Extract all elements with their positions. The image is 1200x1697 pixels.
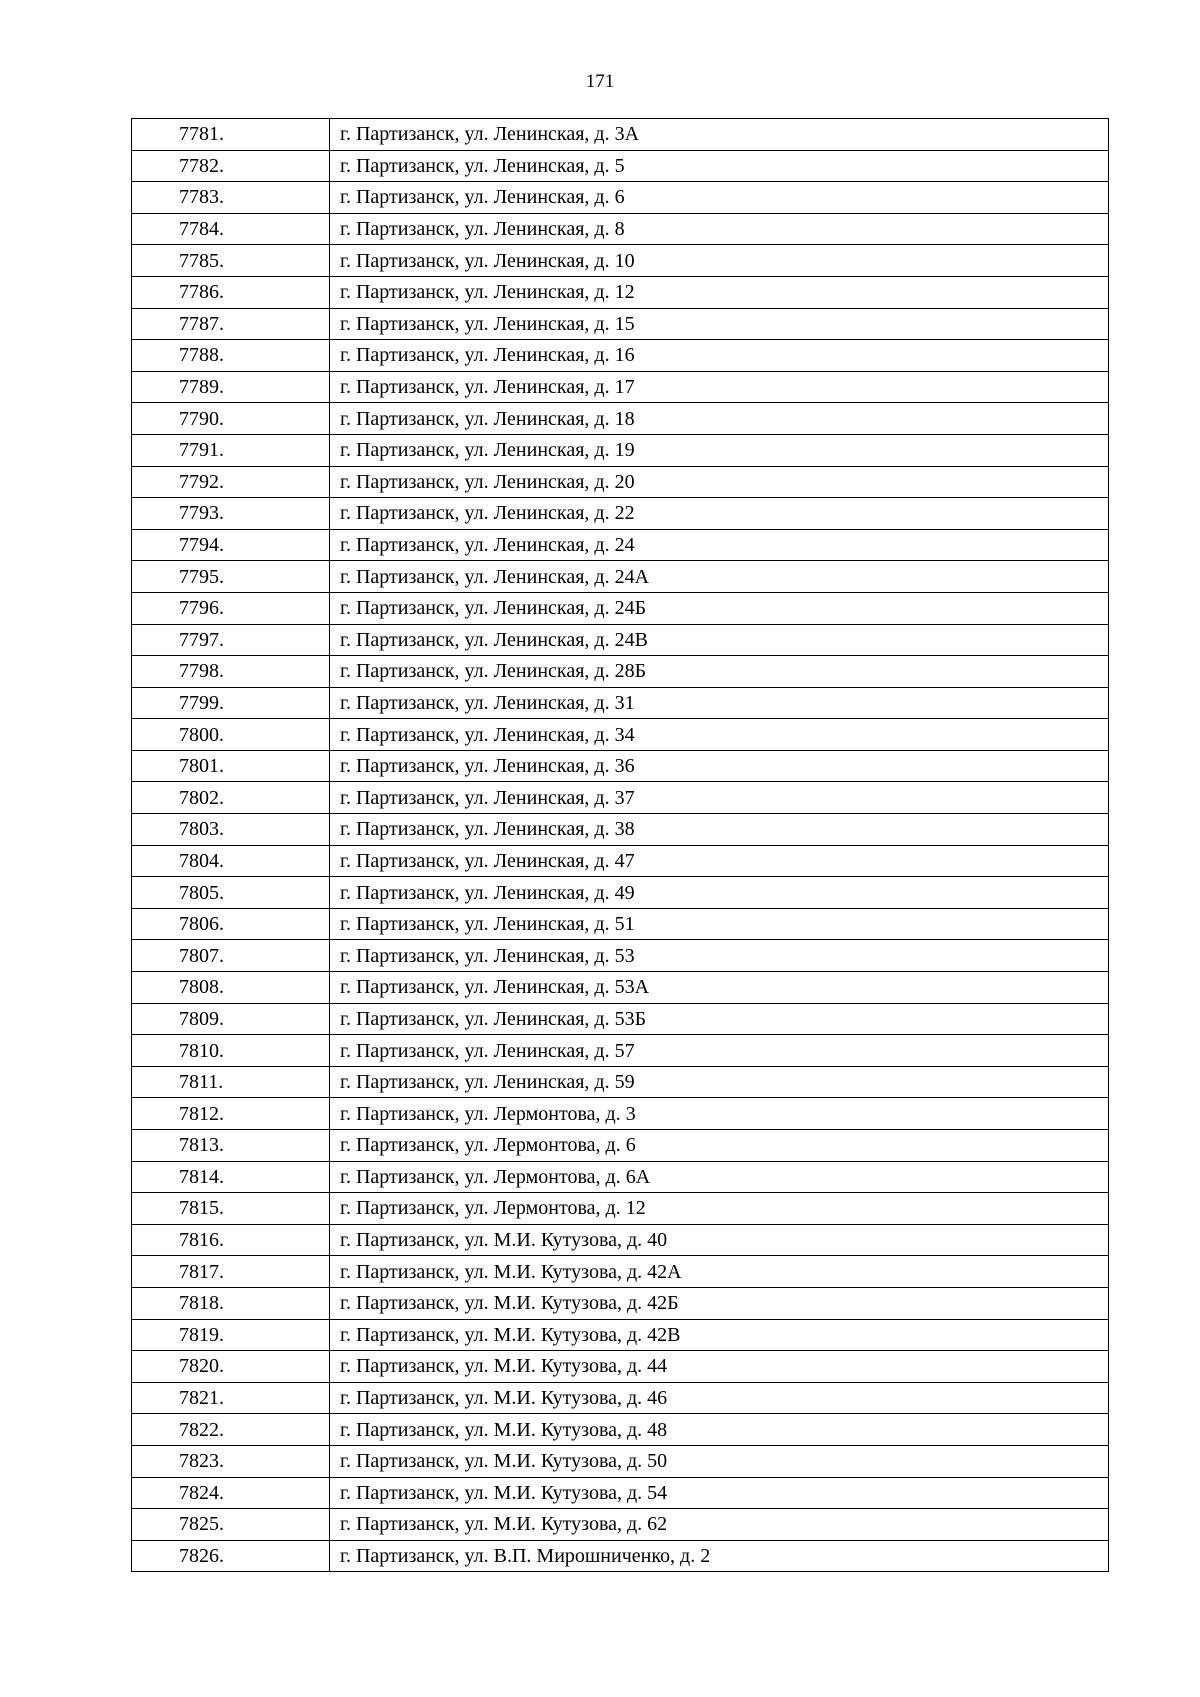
table-row: [132, 814, 1109, 846]
row-number-cell: 7812.: [132, 1098, 330, 1130]
row-number-cell: 7823.: [132, 1445, 330, 1477]
address-cell: г. Партизанск, ул. Ленинская, д. 34: [330, 719, 1109, 751]
address-cell: г. Партизанск, ул. Ленинская, д. 49: [330, 877, 1109, 909]
table-row: [132, 1035, 1109, 1067]
address-cell: г. Партизанск, ул. Ленинская, д. 5: [330, 150, 1109, 182]
table-row: [132, 1540, 1109, 1572]
address-cell: г. Партизанск, ул. Ленинская, д. 18: [330, 403, 1109, 435]
table-row: [132, 245, 1109, 277]
row-number-cell: 7800.: [132, 719, 330, 751]
row-number-cell: 7803.: [132, 814, 330, 846]
row-number-cell: 7807.: [132, 940, 330, 972]
table-row: [132, 498, 1109, 530]
address-cell: г. Партизанск, ул. Ленинская, д. 47: [330, 845, 1109, 877]
table-row: [132, 1351, 1109, 1383]
table-row: [132, 624, 1109, 656]
address-cell: г. Партизанск, ул. М.И. Кутузова, д. 62: [330, 1509, 1109, 1541]
table-row: [132, 1161, 1109, 1193]
row-number-cell: 7798.: [132, 656, 330, 688]
table-row: [132, 1319, 1109, 1351]
row-number-cell: 7818.: [132, 1287, 330, 1319]
address-cell: г. Партизанск, ул. Ленинская, д. 16: [330, 340, 1109, 372]
table-row: [132, 276, 1109, 308]
address-cell: г. Партизанск, ул. Ленинская, д. 57: [330, 1035, 1109, 1067]
table-row: [132, 1003, 1109, 1035]
row-number-cell: 7809.: [132, 1003, 330, 1035]
address-cell: г. Партизанск, ул. М.И. Кутузова, д. 42А: [330, 1256, 1109, 1288]
address-cell: г. Партизанск, ул. Лермонтова, д. 6А: [330, 1161, 1109, 1193]
row-number-cell: 7815.: [132, 1193, 330, 1225]
address-cell: г. Партизанск, ул. М.И. Кутузова, д. 40: [330, 1224, 1109, 1256]
row-number-cell: 7785.: [132, 245, 330, 277]
address-table-body: [132, 119, 1109, 1572]
address-cell: г. Партизанск, ул. Ленинская, д. 53А: [330, 972, 1109, 1004]
address-cell: г. Партизанск, ул. Ленинская, д. 24А: [330, 561, 1109, 593]
address-cell: г. Партизанск, ул. М.И. Кутузова, д. 54: [330, 1477, 1109, 1509]
address-cell: г. Партизанск, ул. Ленинская, д. 20: [330, 466, 1109, 498]
table-row: [132, 529, 1109, 561]
row-number-cell: 7790.: [132, 403, 330, 435]
address-cell: г. Партизанск, ул. Ленинская, д. 12: [330, 276, 1109, 308]
address-cell: г. Партизанск, ул. М.И. Кутузова, д. 44: [330, 1351, 1109, 1383]
row-number-cell: 7826.: [132, 1540, 330, 1572]
row-number-cell: 7791.: [132, 434, 330, 466]
row-number-cell: 7793.: [132, 498, 330, 530]
table-row: [132, 1445, 1109, 1477]
address-cell: г. Партизанск, ул. Лермонтова, д. 6: [330, 1130, 1109, 1162]
table-row: [132, 182, 1109, 214]
table-row: [132, 972, 1109, 1004]
table-row: [132, 687, 1109, 719]
table-row: [132, 403, 1109, 435]
row-number-cell: 7817.: [132, 1256, 330, 1288]
address-cell: г. Партизанск, ул. В.П. Мирошниченко, д. 2: [330, 1540, 1109, 1572]
row-number-cell: 7805.: [132, 877, 330, 909]
row-number-cell: 7814.: [132, 1161, 330, 1193]
row-number-cell: 7795.: [132, 561, 330, 593]
address-cell: г. Партизанск, ул. М.И. Кутузова, д. 48: [330, 1414, 1109, 1446]
address-cell: г. Партизанск, ул. Ленинская, д. 53: [330, 940, 1109, 972]
table-row: [132, 119, 1109, 151]
row-number-cell: 7822.: [132, 1414, 330, 1446]
row-number-cell: 7819.: [132, 1319, 330, 1351]
table-row: [132, 656, 1109, 688]
address-cell: г. Партизанск, ул. М.И. Кутузова, д. 46: [330, 1382, 1109, 1414]
address-cell: г. Партизанск, ул. Ленинская, д. 28Б: [330, 656, 1109, 688]
table-row: [132, 371, 1109, 403]
table-row: [132, 434, 1109, 466]
row-number-cell: 7816.: [132, 1224, 330, 1256]
address-cell: г. Партизанск, ул. М.И. Кутузова, д. 42Б: [330, 1287, 1109, 1319]
row-number-cell: 7799.: [132, 687, 330, 719]
page-number: 171: [585, 71, 615, 92]
table-row: [132, 150, 1109, 182]
row-number-cell: 7813.: [132, 1130, 330, 1162]
row-number-cell: 7801.: [132, 750, 330, 782]
table-row: [132, 845, 1109, 877]
table-row: [132, 1098, 1109, 1130]
row-number-cell: 7811.: [132, 1066, 330, 1098]
row-number-cell: 7782.: [132, 150, 330, 182]
row-number-cell: 7810.: [132, 1035, 330, 1067]
row-number-cell: 7792.: [132, 466, 330, 498]
table-row: [132, 719, 1109, 751]
address-cell: г. Партизанск, ул. Ленинская, д. 17: [330, 371, 1109, 403]
row-number-cell: 7787.: [132, 308, 330, 340]
address-cell: г. Партизанск, ул. Ленинская, д. 51: [330, 908, 1109, 940]
row-number-cell: 7788.: [132, 340, 330, 372]
table-row: [132, 1287, 1109, 1319]
table-row: [132, 340, 1109, 372]
address-cell: г. Партизанск, ул. Ленинская, д. 24: [330, 529, 1109, 561]
address-cell: г. Партизанск, ул. Ленинская, д. 10: [330, 245, 1109, 277]
table-row: [132, 750, 1109, 782]
table-row: [132, 1477, 1109, 1509]
row-number-cell: 7824.: [132, 1477, 330, 1509]
address-cell: г. Партизанск, ул. Ленинская, д. 24В: [330, 624, 1109, 656]
table-row: [132, 1066, 1109, 1098]
address-cell: г. Партизанск, ул. Ленинская, д. 22: [330, 498, 1109, 530]
table-row: [132, 877, 1109, 909]
address-cell: г. Партизанск, ул. Ленинская, д. 24Б: [330, 592, 1109, 624]
table-row: [132, 1509, 1109, 1541]
row-number-cell: 7820.: [132, 1351, 330, 1383]
address-cell: г. Партизанск, ул. Ленинская, д. 37: [330, 782, 1109, 814]
row-number-cell: 7781.: [132, 119, 330, 151]
address-cell: г. Партизанск, ул. Ленинская, д. 8: [330, 213, 1109, 245]
row-number-cell: 7808.: [132, 972, 330, 1004]
address-cell: г. Партизанск, ул. М.И. Кутузова, д. 50: [330, 1445, 1109, 1477]
address-cell: г. Партизанск, ул. Ленинская, д. 53Б: [330, 1003, 1109, 1035]
address-cell: г. Партизанск, ул. Лермонтова, д. 12: [330, 1193, 1109, 1225]
row-number-cell: 7825.: [132, 1509, 330, 1541]
table-row: [132, 561, 1109, 593]
address-cell: г. Партизанск, ул. Лермонтова, д. 3: [330, 1098, 1109, 1130]
table-row: [132, 1414, 1109, 1446]
table-row: [132, 908, 1109, 940]
table-row: [132, 940, 1109, 972]
row-number-cell: 7789.: [132, 371, 330, 403]
address-cell: г. Партизанск, ул. Ленинская, д. 6: [330, 182, 1109, 214]
table-row: [132, 1193, 1109, 1225]
address-cell: г. Партизанск, ул. Ленинская, д. 31: [330, 687, 1109, 719]
table-row: [132, 1382, 1109, 1414]
address-cell: г. Партизанск, ул. Ленинская, д. 36: [330, 750, 1109, 782]
row-number-cell: 7794.: [132, 529, 330, 561]
table-row: [132, 1256, 1109, 1288]
row-number-cell: 7797.: [132, 624, 330, 656]
row-number-cell: 7786.: [132, 276, 330, 308]
table-row: [132, 213, 1109, 245]
row-number-cell: 7802.: [132, 782, 330, 814]
row-number-cell: 7783.: [132, 182, 330, 214]
address-cell: г. Партизанск, ул. Ленинская, д. 38: [330, 814, 1109, 846]
address-cell: г. Партизанск, ул. М.И. Кутузова, д. 42В: [330, 1319, 1109, 1351]
row-number-cell: 7821.: [132, 1382, 330, 1414]
address-cell: г. Партизанск, ул. Ленинская, д. 59: [330, 1066, 1109, 1098]
row-number-cell: 7806.: [132, 908, 330, 940]
row-number-cell: 7784.: [132, 213, 330, 245]
address-cell: г. Партизанск, ул. Ленинская, д. 19: [330, 434, 1109, 466]
table-row: [132, 308, 1109, 340]
address-table: [131, 118, 1109, 1572]
table-row: [132, 592, 1109, 624]
address-cell: г. Партизанск, ул. Ленинская, д. 15: [330, 308, 1109, 340]
table-row: [132, 1130, 1109, 1162]
table-row: [132, 1224, 1109, 1256]
row-number-cell: 7804.: [132, 845, 330, 877]
table-row: [132, 466, 1109, 498]
table-row: [132, 782, 1109, 814]
row-number-cell: 7796.: [132, 592, 330, 624]
address-cell: г. Партизанск, ул. Ленинская, д. 3А: [330, 119, 1109, 151]
